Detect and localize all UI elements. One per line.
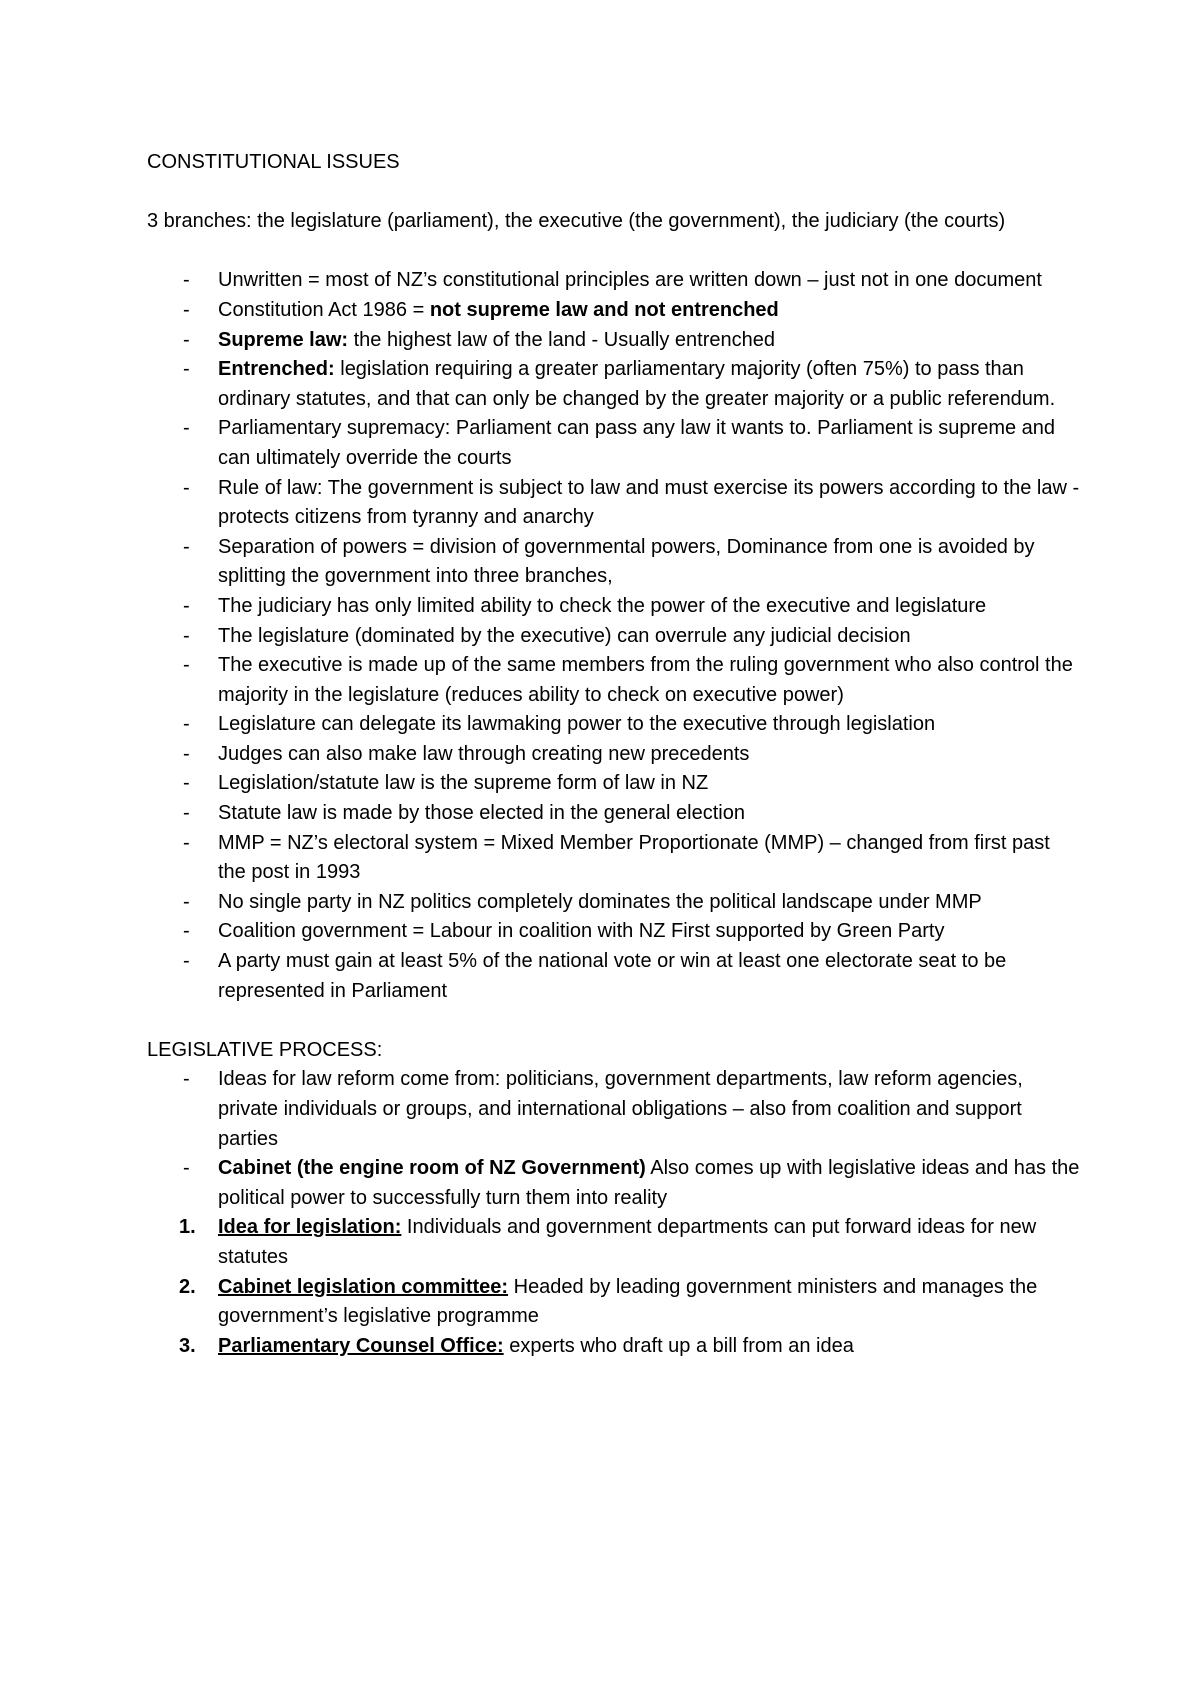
dash-marker: - [183, 269, 190, 292]
constitutional-list-item [147, 326, 1080, 356]
step-label: Cabinet legislation committee: [218, 1275, 509, 1298]
item-bold-term: Entrenched: [218, 358, 335, 381]
dash-marker: - [183, 950, 190, 973]
dash-marker: - [183, 920, 190, 943]
constitutional-list-item [147, 592, 1080, 622]
item-text: Parliamentary supremacy: Parliament can pass any law it wants to. Parliament is supreme and can ultimately override the courts [218, 417, 1056, 469]
step-number: 2. [179, 1275, 196, 1298]
step-number: 3. [179, 1334, 196, 1357]
dash-marker: - [183, 742, 190, 765]
step-text: Individuals and government departments can put forward ideas for new statutes [218, 1216, 1037, 1268]
dash-marker: - [183, 624, 190, 647]
constitutional-list [147, 266, 1080, 1006]
dash-marker: - [183, 713, 190, 736]
legislative-step [147, 1332, 1080, 1362]
document-title: CONSTITUTIONAL ISSUES [147, 151, 400, 173]
constitutional-list-item [147, 355, 1080, 414]
constitutional-list-item [147, 740, 1080, 770]
dash-marker: - [183, 772, 190, 795]
item-text: Legislature can delegate its lawmaking power to the executive through legislation [218, 713, 936, 736]
item-bold-term: Cabinet (the engine room of NZ Government) [218, 1157, 646, 1180]
dash-marker: - [183, 417, 190, 440]
dash-marker: - [183, 328, 190, 351]
constitutional-list-item [147, 799, 1080, 829]
dash-marker: - [183, 1157, 190, 1180]
constitutional-list-item [147, 829, 1080, 888]
constitutional-list-item [147, 769, 1080, 799]
item-text: the highest law of the land - Usually entrenched [348, 328, 775, 351]
item-text: Statute law is made by those elected in the general election [218, 802, 745, 825]
item-text: Coalition government = Labour in coalition with NZ First supported by Green Party [218, 920, 945, 943]
constitutional-list-item [147, 474, 1080, 533]
step-label: Parliamentary Counsel Office: [218, 1334, 504, 1357]
item-text: Legislation/statute law is the supreme form of law in NZ [218, 772, 709, 795]
legislative-list-item [147, 1154, 1080, 1213]
item-text: The judiciary has only limited ability to check the power of the executive and legislature [218, 594, 987, 617]
legislative-step [147, 1273, 1080, 1332]
step-number: 1. [179, 1216, 196, 1239]
dash-marker: - [183, 654, 190, 677]
step-text: experts who draft up a bill from an idea [503, 1334, 854, 1357]
dash-marker: - [183, 535, 190, 558]
dash-marker: - [183, 831, 190, 854]
constitutional-list-item [147, 266, 1080, 296]
dash-marker: - [183, 358, 190, 381]
legislative-heading: LEGISLATIVE PROCESS: [147, 1038, 383, 1061]
legislative-list [147, 1065, 1080, 1213]
item-text: The legislature (dominated by the executive) can overrule any judicial decision [218, 624, 911, 647]
step-label: Idea for legislation: [218, 1216, 402, 1239]
item-text: A party must gain at least 5% of the national vote or win at least one electorate seat to be represented in Parliament [218, 950, 1007, 1002]
item-text: Unwritten = most of NZ’s constitutional principles are written down – just not in one document [218, 269, 1042, 292]
dash-marker: - [183, 298, 190, 321]
constitutional-list-item [147, 917, 1080, 947]
item-text: Judges can also make law through creating new precedents [218, 742, 750, 765]
constitutional-list-item [147, 414, 1080, 473]
constitutional-list-item [147, 710, 1080, 740]
step-text: Headed by leading government ministers and manages the government’s legislative programme [218, 1275, 1038, 1328]
legislative-step [147, 1213, 1080, 1272]
item-bold-term: Supreme law: [218, 328, 349, 351]
item-text: MMP = NZ’s electoral system = Mixed Member Proportionate (MMP) – changed from first past the post in 1993 [218, 831, 1050, 884]
constitutional-list-item [147, 651, 1080, 710]
legislative-steps-list [147, 1213, 1080, 1361]
constitutional-list-item [147, 947, 1080, 1006]
dash-marker: - [183, 890, 190, 913]
constitutional-list-item [147, 888, 1080, 918]
dash-marker: - [183, 476, 190, 499]
item-text: legislation requiring a greater parliamentary majority (often 75%) to pass than ordinary statutes, and that can only be changed by the greater majority or a public referendum. [218, 358, 1056, 410]
constitutional-list-item [147, 533, 1080, 592]
intro-paragraph: 3 branches: the legislature (parliament), the executive (the government), the judiciary (the courts) [147, 210, 1006, 233]
constitutional-list-item [147, 622, 1080, 652]
item-text: The executive is made up of the same members from the ruling government who also control the majority in the legislature (reduces ability to check on executive power) [218, 654, 1073, 706]
dash-marker: - [183, 594, 190, 617]
item-bold-term: not supreme law and not entrenched [429, 298, 779, 321]
dash-marker: - [183, 1068, 190, 1091]
item-text: Rule of law: The government is subject to law and must exercise its powers according to the law - protects citizens from tyranny and anarchy [218, 476, 1080, 529]
legislative-list-item [147, 1065, 1080, 1154]
item-lead-text: Constitution Act 1986 = [218, 298, 430, 321]
item-text: Also comes up with legislative ideas and has the political power to successfully turn them into reality [218, 1157, 1080, 1209]
item-text: Ideas for law reform come from: politicians, government departments, law reform agencies, private individuals or groups, and international obligations – also from coalition and support parties [218, 1068, 1023, 1150]
item-text: Separation of powers = division of governmental powers, Dominance from one is avoided by splitting the government into three branches, [218, 535, 1035, 588]
item-text: No single party in NZ politics completely dominates the political landscape under MMP [218, 890, 982, 913]
constitutional-list-item [147, 296, 1080, 326]
dash-marker: - [183, 802, 190, 825]
